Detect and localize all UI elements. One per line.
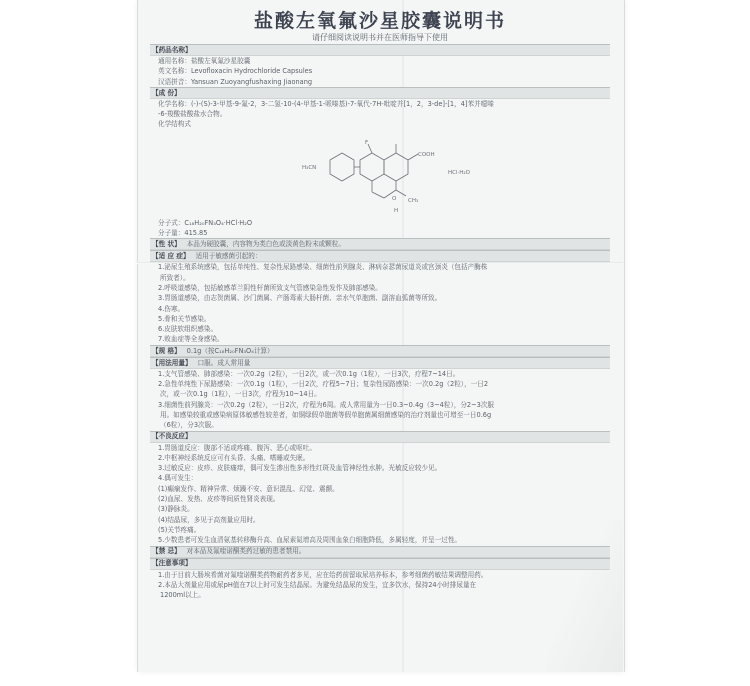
- list-item: 5.骨和关节感染。: [158, 314, 211, 323]
- list-item: (4)结晶尿，多见于高剂量应用时。: [158, 515, 260, 524]
- structure-diagram: [290, 130, 470, 218]
- list-item: 1.由于目前大肠埃希菌对氟喹诺酮类药物耐药者多见，应在给药前留取尿培养标本，参考细菌药敏结果调整用药。: [158, 570, 488, 579]
- list-item: (5)关节疼痛。: [158, 525, 201, 534]
- spec-text: 0.1g（按C₁₈H₂₀FN₃O₄计算）: [186, 346, 274, 355]
- structure-label: 化学结构式: [158, 120, 191, 129]
- section-label: 【药品名称】: [152, 45, 192, 54]
- section-header-ingredients: [150, 87, 610, 99]
- molecular-weight: 分子量：415.85: [158, 229, 208, 238]
- list-item: (3)静脉炎。: [158, 505, 194, 514]
- chemical-structure: [150, 130, 610, 218]
- english-name: 英文名称：Levofloxacin Hydrochloride Capsules: [158, 67, 313, 76]
- list-item: 1.泌尿生殖系统感染，包括单纯性、复杂性尿路感染、细菌性前列腺炎、淋病奈瑟菌尿道炎或宫颈炎（包括产酶株: [158, 263, 488, 272]
- indications-intro: 适用于敏感菌引起的：: [195, 252, 262, 261]
- list-item: 3.细菌性前列腺炎：一次0.2g（2粒），一日2次，疗程为6周。成人常用量为一日0.3~0.4g（3~4粒），分2~3次服: [158, 400, 495, 409]
- pinyin-name: 汉语拼音：Yansuan Zuoyangfushaxing Jiaonang: [158, 77, 313, 86]
- list-item: 2.呼吸道感染，包括敏感革兰阴性杆菌所致支气管感染急性发作及肺部感染。: [158, 283, 382, 292]
- list-item: 2.急性单纯性下尿路感染：一次0.1g（1粒），一日2次，疗程5~7日；复杂性尿路感染：一次0.2g（2粒），一日2: [158, 380, 489, 389]
- section-header-drug-name: [150, 44, 610, 56]
- leaflet-title: 盐酸左氧氟沙星胶囊说明书: [253, 10, 506, 32]
- list-item: （6粒），分3次服。: [160, 421, 218, 430]
- list-item: 1.支气管感染、肺部感染：一次0.2g（2粒），一日2次，或一次0.1g（1粒），一日3次，疗程7~14日。: [158, 369, 460, 378]
- section-header-contraindications: [150, 546, 610, 558]
- section-header-precautions: [150, 558, 610, 570]
- list-item: 2.中枢神经系统反应可有头昏、头痛、嗜睡或失眠。: [158, 453, 310, 462]
- character-text: 本品为硬胶囊，内容物为类白色或淡黄色粉末或颗粒。: [186, 240, 345, 249]
- list-item: 4.伤寒。: [158, 304, 185, 313]
- chemical-name-line: -6-羧酸盐酸盐水合物。: [158, 110, 227, 119]
- section-header-spec: [150, 345, 610, 357]
- section-header-indications: [150, 250, 610, 262]
- atom-carboxyl: COOH: [418, 151, 435, 158]
- section-label: 【注意事项】: [152, 559, 192, 568]
- generic-name: 通用名称：盐酸左氧氟沙星胶囊: [158, 57, 251, 65]
- dosage-intro: 口服。成人常用量: [197, 358, 251, 367]
- atom-methyl: CH₃: [408, 197, 419, 204]
- list-item: 1200ml以上。: [160, 591, 205, 600]
- section-label: 【成 份】: [152, 88, 181, 97]
- chemical-name-line: 化学名称：(-)-(S)-3-甲基-9-氟-2，3-二氢-10-(4-甲基-1-哌嗪基)-7-氧代-7H-吡啶并[1，2，3-de]-[1，4]苯并噁嗪: [158, 99, 494, 108]
- list-item: 1.胃肠道反应：腹部不适或疼痛、腹泻、恶心或呕吐。: [158, 443, 316, 452]
- list-item: 6.皮肤软组织感染。: [158, 325, 218, 334]
- section-label: 【不良反应】: [152, 432, 192, 441]
- atom-oxygen: O: [392, 195, 397, 202]
- contraindications-text: 对本品及氟喹诺酮类药过敏的患者禁用。: [186, 547, 306, 556]
- list-item: 用。如感染较重或感染病原体敏感性较差者，如铜绿假单胞菌等假单胞菌属细菌感染的治疗剂量也可增至一日0.6g: [160, 410, 492, 419]
- list-item: 5.少数患者可发生血清氨基转移酶升高、血尿素氮增高及周围血象白细胞降低，多属轻度，并呈一过性。: [158, 536, 462, 545]
- molecular-formula: 分子式：C₁₈H₂₀FN₃O₄·HCl·H₂O: [158, 218, 253, 227]
- list-item: 7.败血症等全身感染。: [158, 335, 224, 344]
- list-item: (1)癫痫发作、精神异常、烦躁不安、意识混乱、幻觉、震颤。: [158, 484, 339, 493]
- section-header-dosage: [150, 357, 610, 369]
- atom-hydrogen: H: [394, 207, 399, 214]
- list-item: 所致者）。: [160, 273, 190, 282]
- atom-methylpiperazine: H₃CN: [302, 164, 317, 171]
- section-label: 【规 格】: [152, 346, 181, 355]
- list-item: 4.偶可发生：: [158, 474, 198, 483]
- atom-fluorine: F: [365, 139, 369, 146]
- section-label: 【适 应 症】: [152, 252, 190, 261]
- list-item: 2.本品大剂量应用或尿pH值在7以上时可发生结晶尿。为避免结晶尿的发生，宜多饮水，保持24小时排尿量在: [158, 580, 477, 589]
- section-header-character: [150, 238, 610, 250]
- leaflet-content: [150, 44, 610, 600]
- section-label: 【禁 忌】: [152, 547, 181, 556]
- list-item: 次，或一次0.1g（1粒），一日3次，疗程为10~14日。: [160, 390, 321, 399]
- section-header-adverse: [150, 431, 610, 443]
- list-item: 3.过敏反应：皮疹、皮肤瘙痒，偶可发生渗出性多形性红斑及血管神经性水肿。光敏反应较少见。: [158, 464, 442, 473]
- atom-hcl-hydrate: HCl·H₂O: [448, 169, 470, 176]
- list-item: 3.胃肠道感染，由志贺菌属、沙门菌属、产肠毒素大肠杆菌、亲水气单胞菌、副溶血弧菌等所致。: [158, 294, 442, 303]
- section-label: 【性 状】: [152, 240, 181, 249]
- leaflet-subtitle: 请仔细阅读说明书并在医师指导下使用: [312, 33, 448, 42]
- section-label: 【用法用量】: [152, 358, 192, 367]
- list-item: (2)血尿、发热、皮疹等间质性肾炎表现。: [158, 495, 280, 504]
